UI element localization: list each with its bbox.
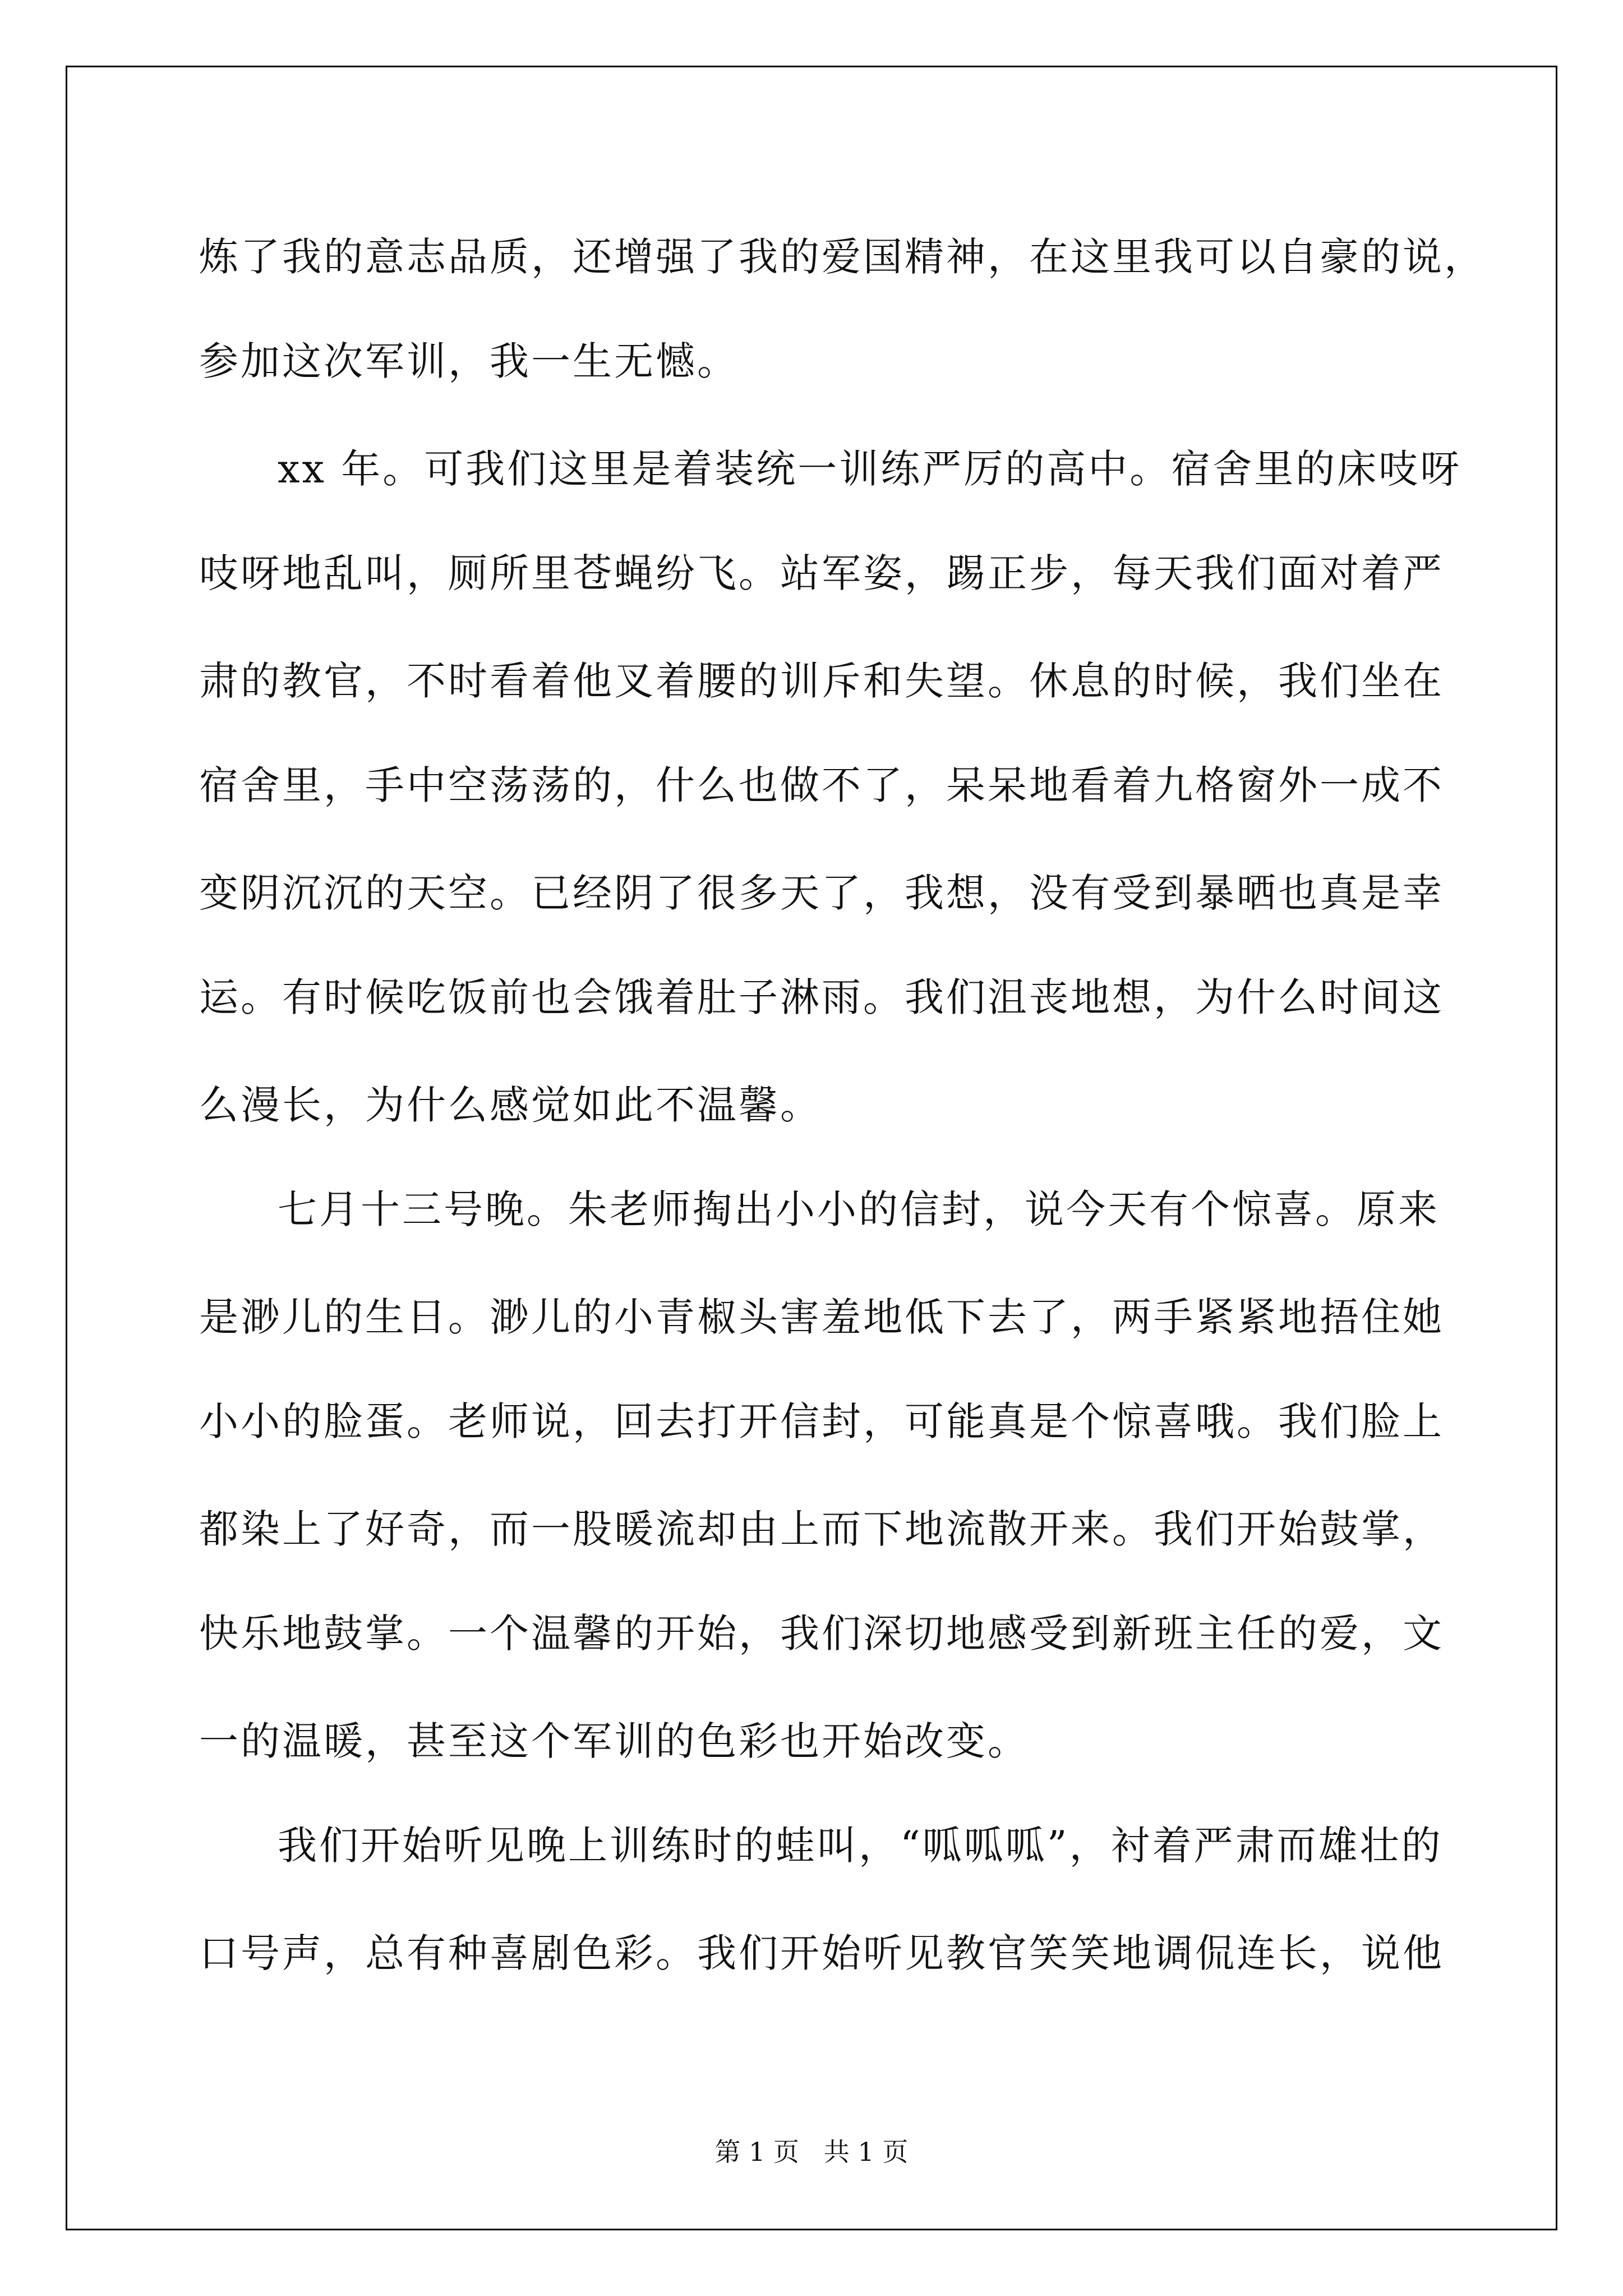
- text-line: 运。有时候吃饭前也会饿着肚子淋雨。我们沮丧地想，为什么时间这: [199, 974, 1444, 1020]
- text-line: 宿舍里，手中空荡荡的，什么也做不了，呆呆地看着九格窗外一成不: [199, 762, 1444, 808]
- text-line: 快乐地鼓掌。一个温馨的开始，我们深切地感受到新班主任的爱，文: [199, 1611, 1444, 1657]
- page-number-footer: 第 1 页 共 1 页: [714, 2137, 909, 2167]
- text-line: 么漫长，为什么感觉如此不温馨。: [199, 1082, 822, 1128]
- text-line: 口号声，总有种喜剧色彩。我们开始听见教官笑笑地调侃连长，说他: [199, 1930, 1444, 1976]
- text-line: 吱呀地乱叫，厕所里苍蝇纷飞。站军姿，踢正步，每天我们面对着严: [199, 550, 1444, 596]
- text-line: 一的温暖，甚至这个军训的色彩也开始改变。: [199, 1718, 1029, 1764]
- text-line: 都染上了好奇，而一股暖流却由上而下地流散开来。我们开始鼓掌，: [199, 1506, 1444, 1552]
- text-line: 是渺儿的生日。渺儿的小青椒头害羞地低下去了，两手紧紧地捂住她: [199, 1294, 1444, 1340]
- page-border: [66, 66, 1557, 2230]
- paragraph-start-line: 我们开始听见晚上训练时的蛙叫，“呱呱呱”，衬着严肃而雄壮的: [278, 1823, 1443, 1869]
- text-line: 小小的脸蛋。老师说，回去打开信封，可能真是个惊喜哦。我们脸上: [199, 1398, 1444, 1444]
- text-line: 肃的教官，不时看着他叉着腰的训斥和失望。休息的时候，我们坐在: [199, 658, 1444, 704]
- text-line: 炼了我的意志品质，还增强了我的爱国精神，在这里我可以自豪的说，: [199, 234, 1486, 280]
- text-line: 变阴沉沉的天空。已经阴了很多天了，我想，没有受到暴晒也真是幸: [199, 870, 1444, 916]
- paragraph-start-line: xx 年。可我们这里是着装统一训练严厉的高中。宿舍里的床吱呀: [278, 446, 1462, 492]
- text-line: 参加这次军训，我一生无憾。: [199, 338, 739, 384]
- paragraph-start-line: 七月十三号晚。朱老师掏出小小的信封，说今天有个惊喜。原来: [278, 1186, 1440, 1232]
